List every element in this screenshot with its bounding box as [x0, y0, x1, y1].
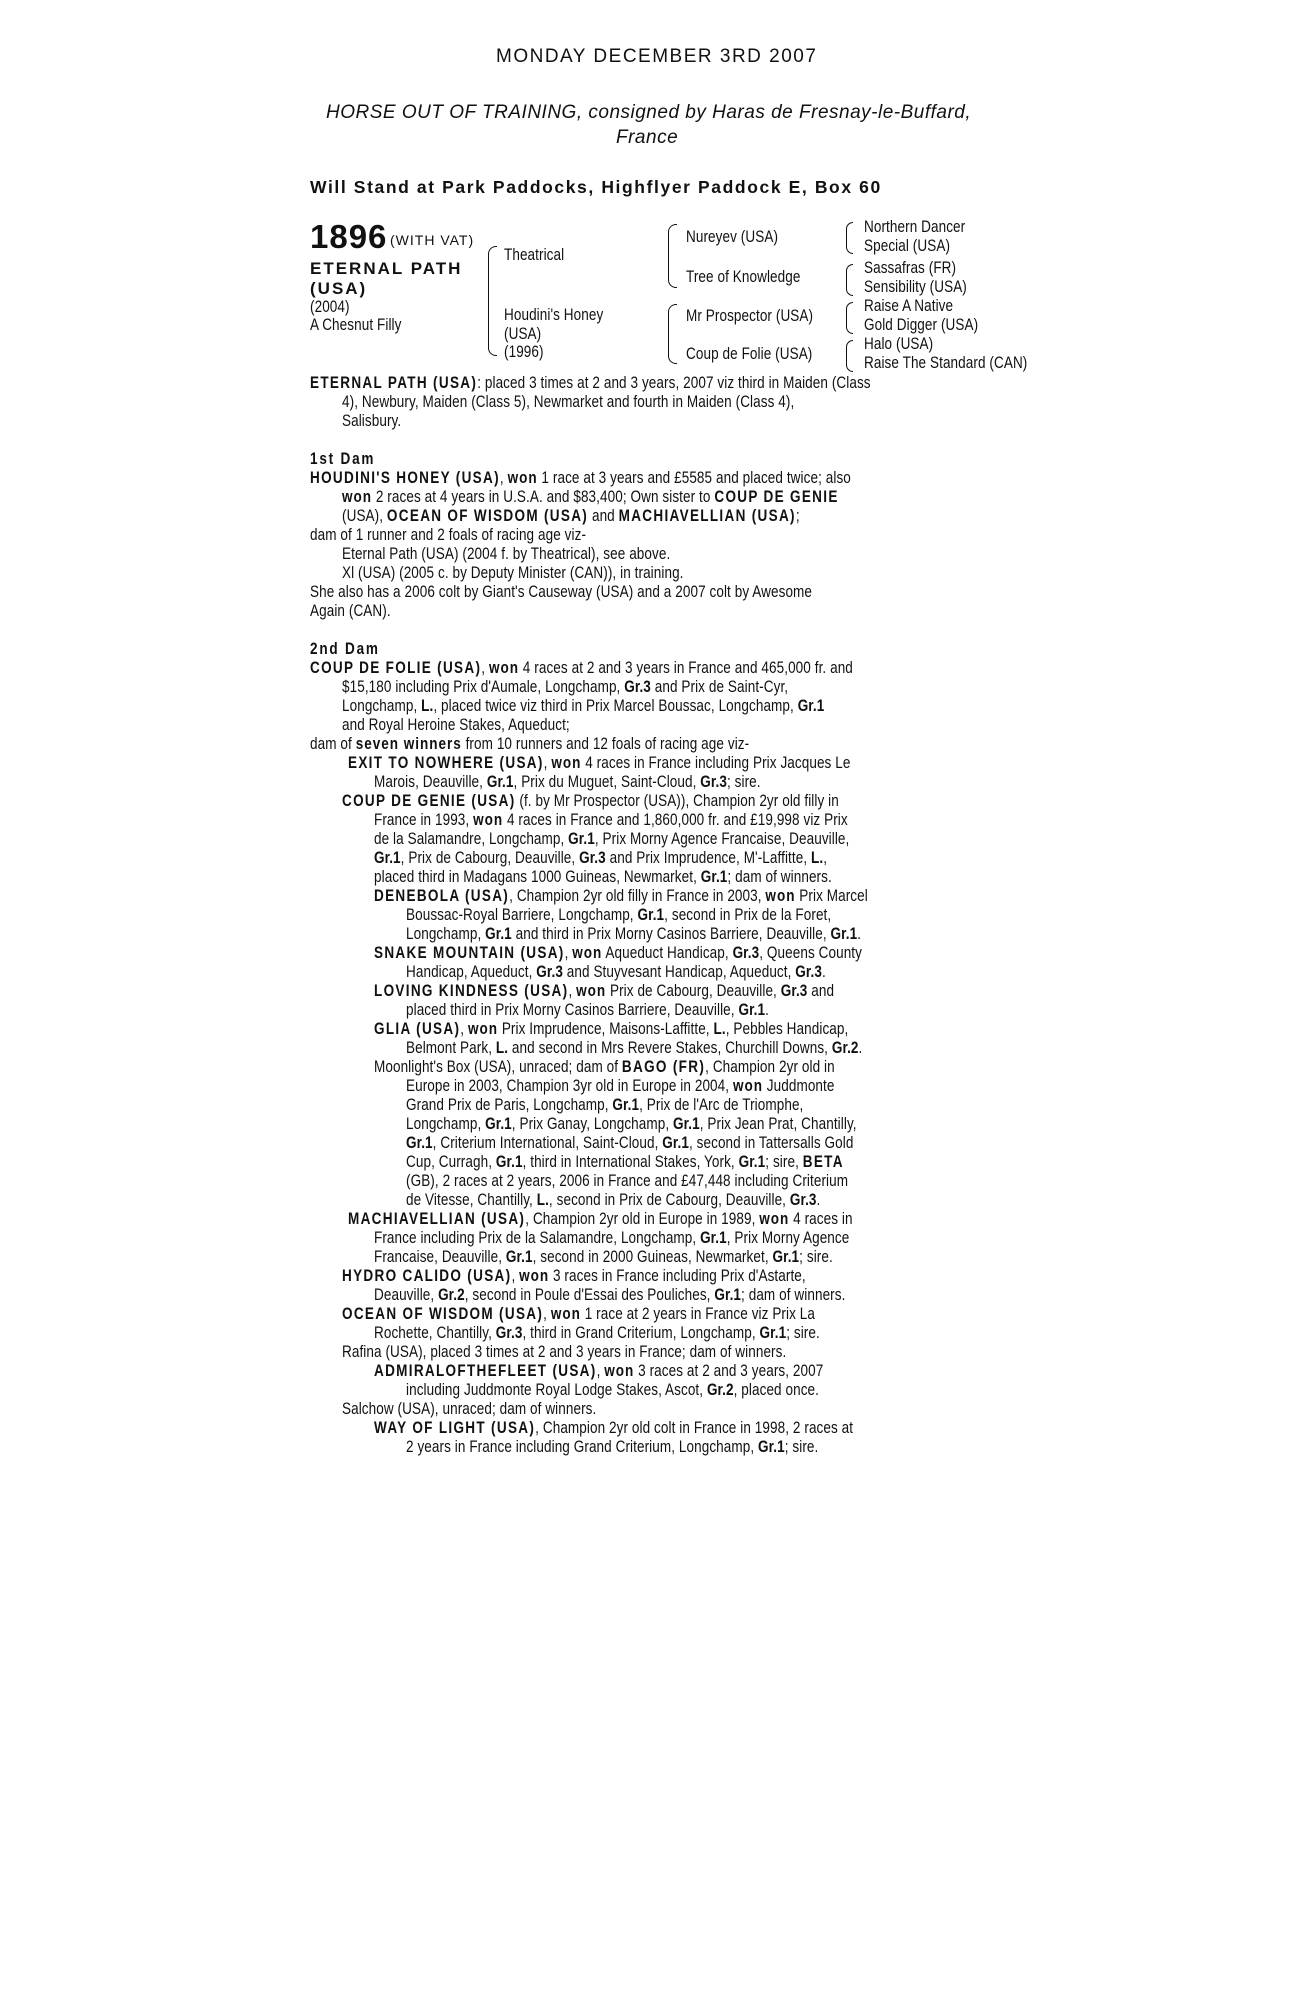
pedigree-sss: Northern Dancer: [864, 218, 966, 236]
text-line: Salchow (USA), unraced; dam of winners.: [342, 1400, 597, 1418]
text-line: 4), Newbury, Maiden (Class 5), Newmarket and fourth in Maiden (Class 4),: [342, 393, 795, 411]
text-line: including Juddmonte Royal Lodge Stakes, Ascot, Gr.2, placed once.: [406, 1381, 820, 1399]
pedigree-brace-sd: [846, 264, 853, 296]
pedigree-brace-dam: [668, 304, 677, 364]
text-line: COUP DE GENIE (USA) (f. by Mr Prospector (USA)), Champion 2yr old filly in: [342, 792, 839, 810]
text-line: Eternal Path (USA) (2004 f. by Theatrical), see above.: [342, 545, 671, 563]
text-line: 2 years in France including Grand Criterium, Longchamp, Gr.1; sire.: [406, 1438, 819, 1456]
text-line: France including Prix de la Salamandre, Longchamp, Gr.1, Prix Morny Agence: [374, 1229, 850, 1247]
pedigree-dds: Halo (USA): [864, 335, 934, 353]
text-line: Marois, Deauville, Gr.1, Prix du Muguet, Saint-Cloud, Gr.3; sire.: [374, 773, 761, 791]
text-line: Cup, Curragh, Gr.1, third in International Stakes, York, Gr.1; sire, BETA: [406, 1153, 844, 1171]
text-line: de Vitesse, Chantilly, L., second in Prix de Cabourg, Deauville, Gr.3.: [406, 1191, 821, 1209]
text-line: Rochette, Chantilly, Gr.3, third in Grand Criterium, Longchamp, Gr.1; sire.: [374, 1324, 820, 1342]
text-line: won 2 races at 4 years in U.S.A. and $83,400; Own sister to COUP DE GENIE: [342, 488, 839, 506]
text-line: de la Salamandre, Longchamp, Gr.1, Prix Morny Agence Francaise, Deauville,: [374, 830, 850, 848]
pedigree-brace-sire: [668, 224, 677, 288]
pedigree-dam-country: (USA): [504, 325, 542, 343]
pedigree-dsd: Gold Digger (USA): [864, 316, 979, 334]
pedigree-sds: Sassafras (FR): [864, 259, 957, 277]
pedigree-brace-ss: [846, 222, 853, 254]
text-line: Francaise, Deauville, Gr.1, second in 2000 Guineas, Newmarket, Gr.1; sire.: [374, 1248, 833, 1266]
text-line: Deauville, Gr.2, second in Poule d'Essai des Pouliches, Gr.1; dam of winners.: [374, 1286, 846, 1304]
text-line: dam of 1 runner and 2 foals of racing age viz-: [310, 526, 587, 544]
pedigree-sdd: Sensibility (USA): [864, 278, 967, 296]
pedigree-dam-sire: Mr Prospector (USA): [686, 307, 814, 325]
vat-note: (WITH VAT): [390, 232, 475, 248]
text-line: Xl (USA) (2005 c. by Deputy Minister (CAN)), in training.: [342, 564, 684, 582]
text-line: EXIT TO NOWHERE (USA), won 4 races in France including Prix Jacques Le: [348, 754, 851, 772]
text-line: Salisbury.: [342, 412, 402, 430]
horse-description: A Chesnut Filly: [310, 316, 402, 334]
text-line: Longchamp, L., placed twice viz third in Prix Marcel Boussac, Longchamp, Gr.1: [342, 697, 825, 715]
text-line: COUP DE FOLIE (USA), won 4 races at 2 and 3 years in France and 465,000 fr. and: [310, 659, 853, 677]
pedigree-ddd: Raise The Standard (CAN): [864, 354, 1028, 372]
text-line: DENEBOLA (USA), Champion 2yr old filly in France in 2003, won Prix Marcel: [374, 887, 868, 905]
pedigree-sire: Theatrical: [504, 246, 565, 264]
pedigree-sire-dam: Tree of Knowledge: [686, 268, 801, 286]
text-line: France in 1993, won 4 races in France and 1,860,000 fr. and £19,998 viz Prix: [374, 811, 848, 829]
text-line: Grand Prix de Paris, Longchamp, Gr.1, Prix de l'Arc de Triomphe,: [406, 1096, 804, 1114]
pedigree-brace-sire-dam: [488, 246, 497, 356]
text-line: Boussac-Royal Barriere, Longchamp, Gr.1, second in Prix de la Foret,: [406, 906, 832, 924]
pedigree-dam: Houdini's Honey: [504, 306, 604, 324]
consignment-line: HORSE OUT OF TRAINING, consigned by Haras de Fresnay-le-Buffard,: [326, 102, 972, 123]
text-line: 2nd Dam: [310, 640, 380, 658]
text-line: Longchamp, Gr.1 and third in Prix Morny Casinos Barriere, Deauville, Gr.1.: [406, 925, 862, 943]
text-line: Handicap, Aqueduct, Gr.3 and Stuyvesant Handicap, Aqueduct, Gr.3.: [406, 963, 826, 981]
text-line: Again (CAN).: [310, 602, 391, 620]
pedigree-brace-dd: [846, 340, 853, 372]
text-line: Rafina (USA), placed 3 times at 2 and 3 years in France; dam of winners.: [342, 1343, 787, 1361]
pedigree-dam-dam: Coup de Folie (USA): [686, 345, 813, 363]
pedigree-dam-year: (1996): [504, 343, 544, 361]
text-line: placed third in Madagans 1000 Guineas, Newmarket, Gr.1; dam of winners.: [374, 868, 832, 886]
pedigree-ssd: Special (USA): [864, 237, 951, 255]
text-line: dam of seven winners from 10 runners and 12 foals of racing age viz-: [310, 735, 750, 753]
text-line: (GB), 2 races at 2 years, 2006 in France and £47,448 including Criterium: [406, 1172, 849, 1190]
text-line: HOUDINI'S HONEY (USA), won 1 race at 3 years and £5585 and placed twice; also: [310, 469, 851, 487]
text-line: LOVING KINDNESS (USA), won Prix de Cabourg, Deauville, Gr.3 and: [374, 982, 835, 1000]
lot-number: 1896: [310, 218, 388, 255]
consignment-country: France: [616, 127, 679, 148]
text-line: 1st Dam: [310, 450, 376, 468]
text-line: Europe in 2003, Champion 3yr old in Europe in 2004, won Juddmonte: [406, 1077, 835, 1095]
text-line: Gr.1, Prix de Cabourg, Deauville, Gr.3 and Prix Imprudence, M'-Laffitte, L.,: [374, 849, 828, 867]
horse-foaled: (2004): [310, 298, 350, 316]
text-line: Longchamp, Gr.1, Prix Ganay, Longchamp, Gr.1, Prix Jean Prat, Chantilly,: [406, 1115, 857, 1133]
text-line: WAY OF LIGHT (USA), Champion 2yr old colt in France in 1998, 2 races at: [374, 1419, 854, 1437]
text-line: Moonlight's Box (USA), unraced; dam of BAGO (FR), Champion 2yr old in: [374, 1058, 835, 1076]
text-line: placed third in Prix Morny Casinos Barriere, Deauville, Gr.1.: [406, 1001, 769, 1019]
text-line: Gr.1, Criterium International, Saint-Cloud, Gr.1, second in Tattersalls Gold: [406, 1134, 854, 1152]
text-line: SNAKE MOUNTAIN (USA), won Aqueduct Handicap, Gr.3, Queens County: [374, 944, 863, 962]
text-line: MACHIAVELLIAN (USA), Champion 2yr old in Europe in 1989, won 4 races in: [348, 1210, 853, 1228]
sale-date: MONDAY DECEMBER 3RD 2007: [496, 46, 818, 67]
horse-country: (USA): [310, 279, 368, 298]
text-line: HYDRO CALIDO (USA), won 3 races in France including Prix d'Astarte,: [342, 1267, 806, 1285]
horse-name: ETERNAL PATH: [310, 259, 463, 278]
pedigree-dss: Raise A Native: [864, 297, 954, 315]
text-line: She also has a 2006 colt by Giant's Causeway (USA) and a 2007 colt by Awesome: [310, 583, 813, 601]
text-line: (USA), OCEAN OF WISDOM (USA) and MACHIAVELLIAN (USA);: [342, 507, 800, 525]
text-line: ETERNAL PATH (USA): placed 3 times at 2 and 3 years, 2007 viz third in Maiden (Class: [310, 374, 871, 392]
text-line: $15,180 including Prix d'Aumale, Longchamp, Gr.3 and Prix de Saint-Cyr,: [342, 678, 789, 696]
pedigree-brace-ds: [846, 302, 853, 334]
stand-location: Will Stand at Park Paddocks, Highflyer Paddock E, Box 60: [310, 177, 882, 197]
text-line: Belmont Park, L. and second in Mrs Revere Stakes, Churchill Downs, Gr.2.: [406, 1039, 863, 1057]
text-line: OCEAN OF WISDOM (USA), won 1 race at 2 years in France viz Prix La: [342, 1305, 816, 1323]
pedigree-sire-sire: Nureyev (USA): [686, 228, 779, 246]
text-line: and Royal Heroine Stakes, Aqueduct;: [342, 716, 570, 734]
text-line: ADMIRALOFTHEFLEET (USA), won 3 races at 2 and 3 years, 2007: [374, 1362, 824, 1380]
text-line: GLIA (USA), won Prix Imprudence, Maisons-Laffitte, L., Pebbles Handicap,: [374, 1020, 849, 1038]
